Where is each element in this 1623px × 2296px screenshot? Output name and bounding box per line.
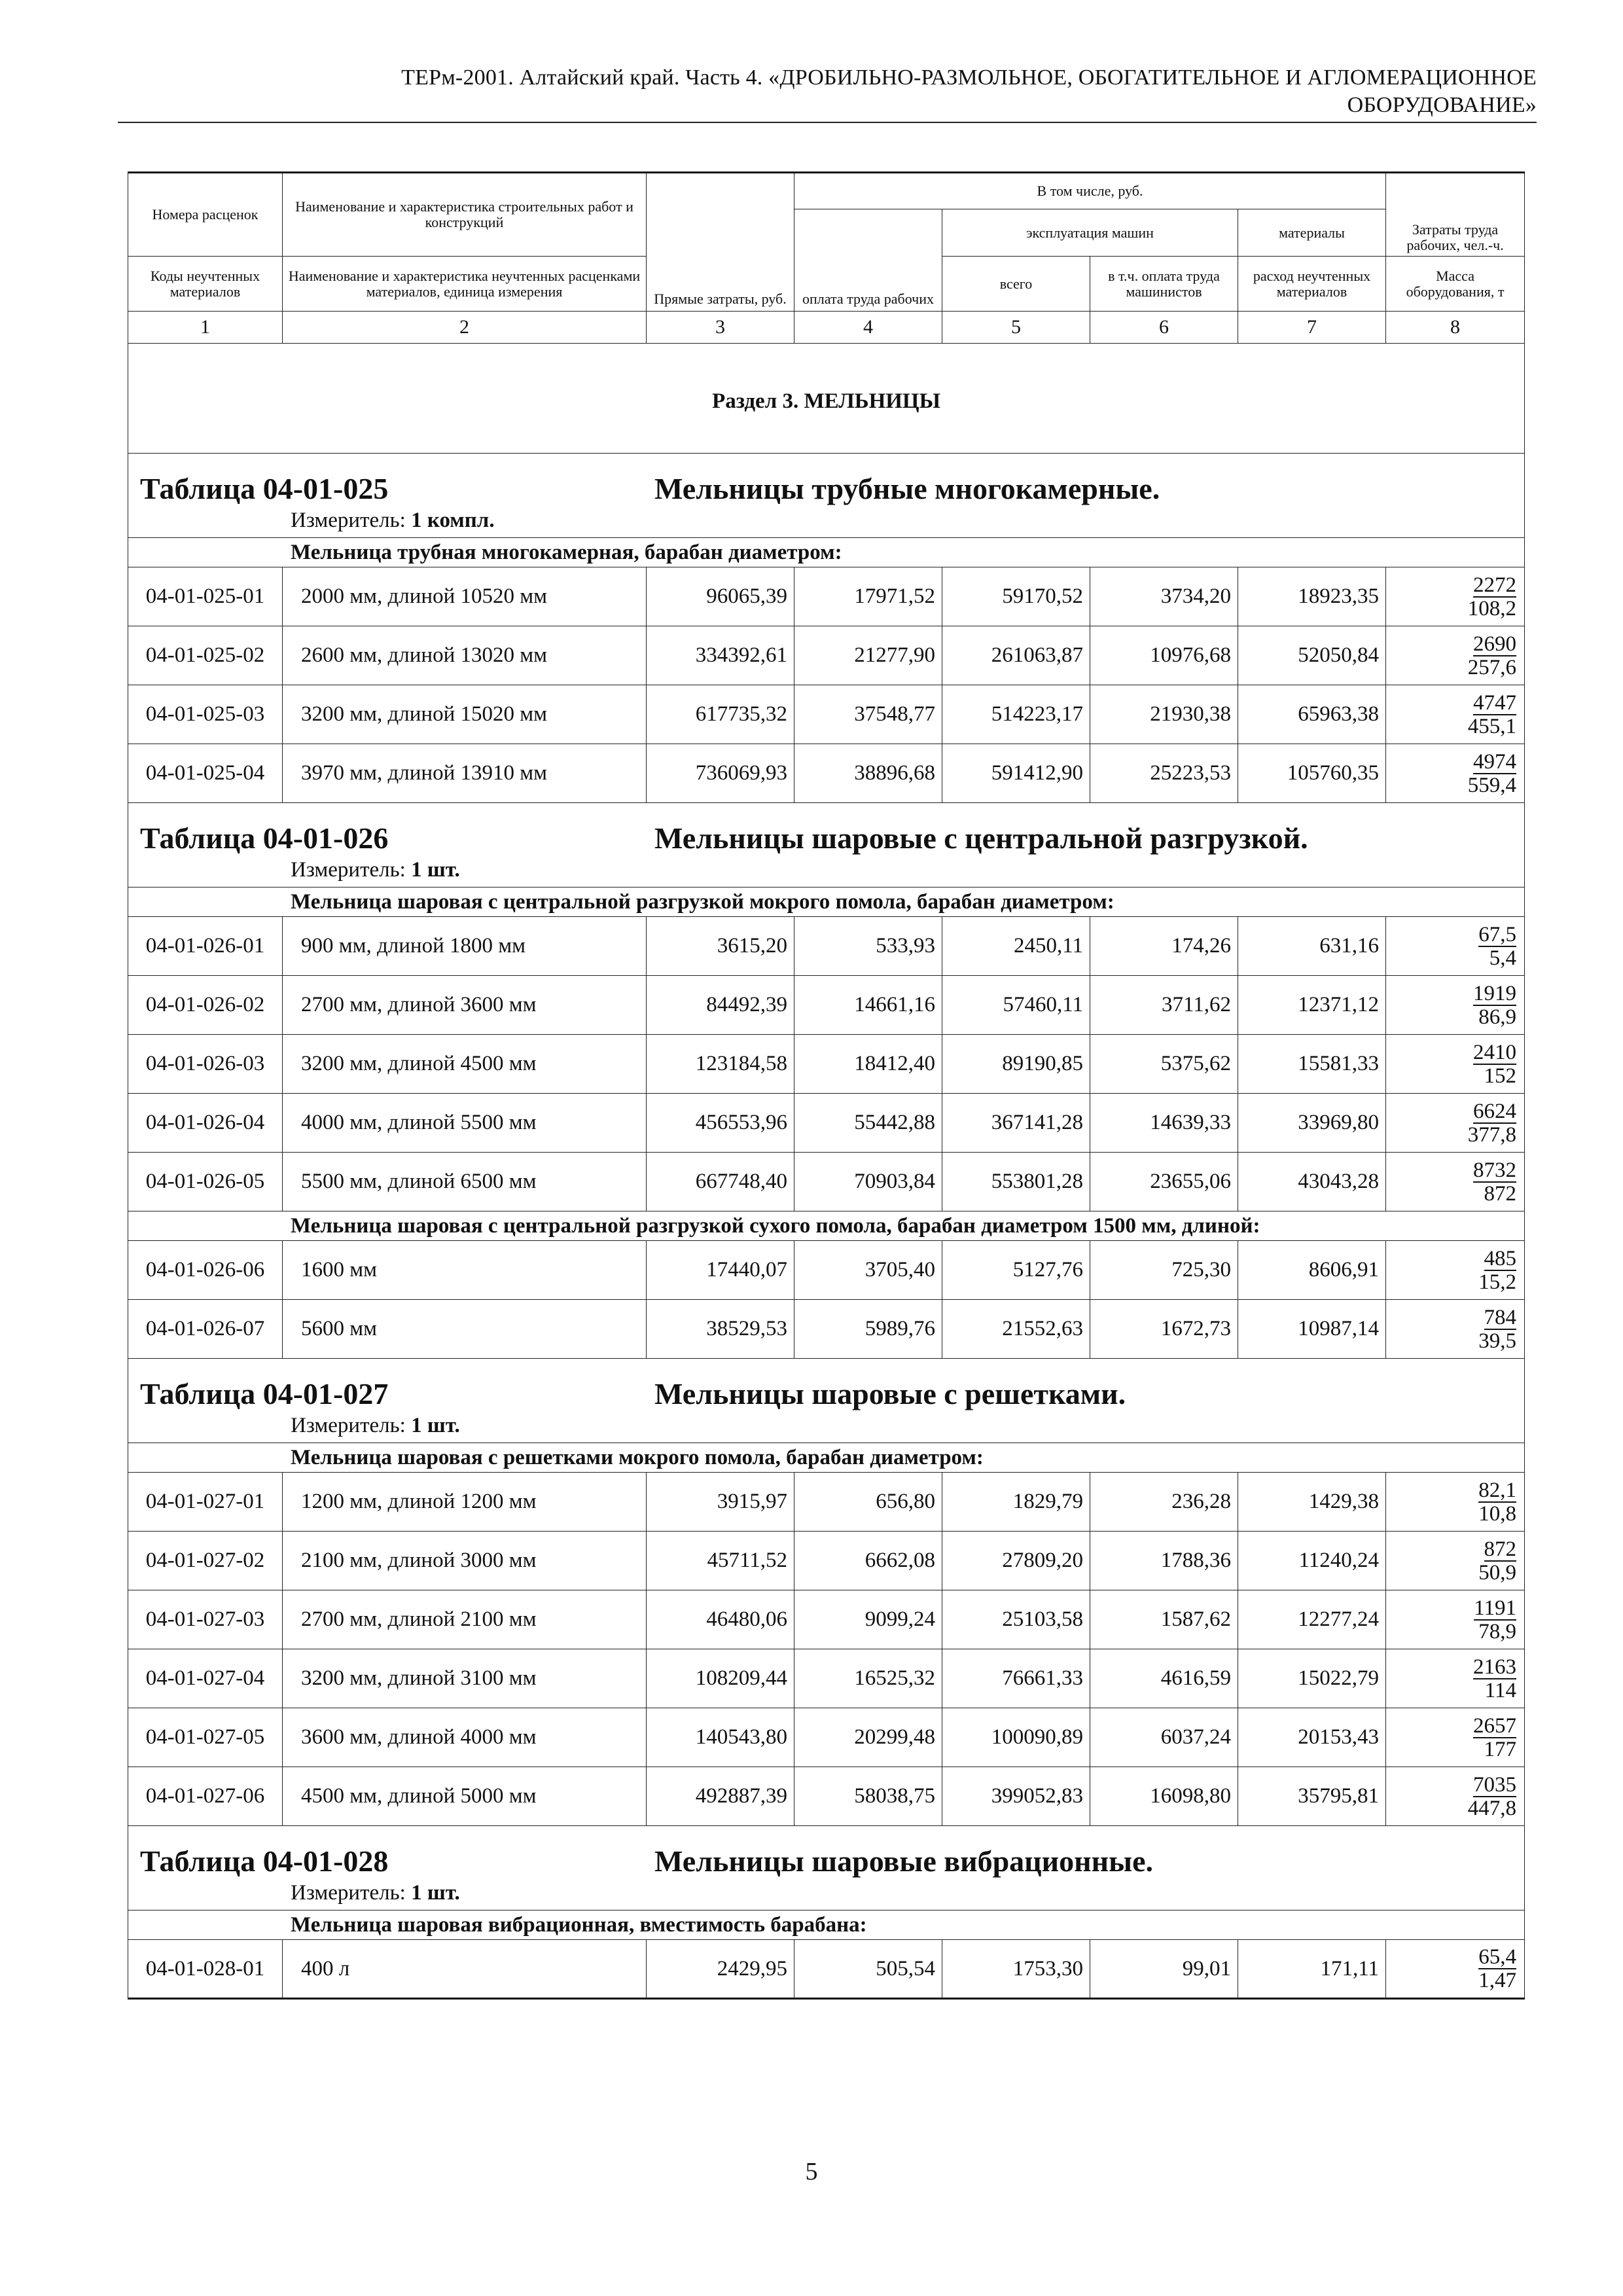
col-unaccounted-materials: расход неучтенных материалов — [1238, 257, 1386, 312]
worker-pay-value: 9099,24 — [794, 1590, 942, 1649]
col-equipment-mass: Масса оборудования, т — [1386, 257, 1525, 312]
labor-mass-fraction — [1386, 1532, 1525, 1590]
worker-pay-value: 70903,84 — [794, 1153, 942, 1211]
rate-name: 3200 мм, длиной 4500 мм — [283, 1035, 647, 1094]
table-title-row — [128, 803, 1525, 857]
labor-mass-fraction — [1386, 1241, 1525, 1300]
equipment-mass-value: 50,9 — [1478, 1560, 1517, 1585]
table-title: Мельницы шаровые с решетками. — [654, 1377, 1126, 1410]
worker-pay-value: 55442,88 — [794, 1094, 942, 1153]
rate-code: 04-01-025-01 — [128, 567, 283, 626]
labor-costs-value: 7035 — [1473, 1772, 1517, 1797]
column-number-row — [128, 312, 1525, 344]
direct-costs-value: 3615,20 — [647, 917, 794, 976]
machine-operation-value: 367141,28 — [942, 1094, 1090, 1153]
table-title: Мельницы шаровые с центральной разгрузкой. — [654, 821, 1308, 855]
measure-cell — [128, 1412, 1525, 1443]
column-number: 1 — [128, 312, 283, 344]
rate-name: 3200 мм, длиной 3100 мм — [283, 1649, 647, 1708]
rate-name: 3600 мм, длиной 4000 мм — [283, 1708, 647, 1767]
rate-name: 900 мм, длиной 1800 мм — [283, 917, 647, 976]
rate-name: 2600 мм, длиной 13020 мм — [283, 626, 647, 685]
worker-pay-value: 58038,75 — [794, 1767, 942, 1826]
col-incl-operator-pay: в т.ч. оплата труда машинистов — [1090, 257, 1238, 312]
operator-pay-value: 1587,62 — [1090, 1590, 1238, 1649]
table-title: Мельницы трубные многокамерные. — [654, 472, 1160, 505]
rate-name: 2700 мм, длиной 3600 мм — [283, 976, 647, 1035]
materials-value: 12371,12 — [1238, 976, 1386, 1035]
rate-code: 04-01-026-06 — [128, 1241, 283, 1300]
worker-pay-value: 16525,32 — [794, 1649, 942, 1708]
labor-costs-value: 2690 — [1473, 632, 1517, 656]
materials-value: 11240,24 — [1238, 1532, 1386, 1590]
table-row — [128, 685, 1525, 744]
labor-mass-fraction — [1386, 1473, 1525, 1532]
direct-costs-value: 667748,40 — [647, 1153, 794, 1211]
table-title: Мельницы шаровые вибрационные. — [654, 1844, 1154, 1878]
table-title-cell — [128, 1826, 1525, 1880]
rate-name: 3970 мм, длиной 13910 мм — [283, 744, 647, 803]
table-number: Таблица 04-01-027 — [140, 1377, 389, 1410]
materials-value: 18923,35 — [1238, 567, 1386, 626]
group-row — [128, 1910, 1525, 1940]
machine-operation-value: 76661,33 — [942, 1649, 1090, 1708]
labor-mass-fraction — [1386, 1590, 1525, 1649]
header-divider — [118, 122, 1537, 123]
machine-operation-value: 59170,52 — [942, 567, 1090, 626]
worker-pay-value: 656,80 — [794, 1473, 942, 1532]
machine-operation-value: 2450,11 — [942, 917, 1090, 976]
labor-costs-value: 2163 — [1473, 1655, 1517, 1679]
rate-code: 04-01-027-01 — [128, 1473, 283, 1532]
labor-mass-fraction — [1386, 744, 1525, 803]
direct-costs-value: 108209,44 — [647, 1649, 794, 1708]
table-row — [128, 1649, 1525, 1708]
rate-code: 04-01-028-01 — [128, 1940, 283, 1999]
materials-value: 8606,91 — [1238, 1241, 1386, 1300]
machine-operation-value: 1753,30 — [942, 1940, 1090, 1999]
column-number: 4 — [794, 312, 942, 344]
equipment-mass-value: 177 — [1484, 1737, 1517, 1761]
rate-code: 04-01-027-02 — [128, 1532, 283, 1590]
worker-pay-value: 3705,40 — [794, 1241, 942, 1300]
rate-code: 04-01-026-03 — [128, 1035, 283, 1094]
col-rate-numbers: Номера расценок — [128, 173, 283, 257]
operator-pay-value: 3734,20 — [1090, 567, 1238, 626]
direct-costs-value: 38529,53 — [647, 1300, 794, 1359]
table-row — [128, 1035, 1525, 1094]
rate-code: 04-01-025-02 — [128, 626, 283, 685]
group-label: Мельница трубная многокамерная, барабан диаметром: — [128, 538, 1525, 567]
labor-mass-fraction — [1386, 1035, 1525, 1094]
col-worker-pay: оплата труда рабочих — [794, 209, 942, 312]
col-direct-costs: Прямые затраты, руб. — [647, 173, 794, 312]
labor-costs-value: 1919 — [1473, 981, 1517, 1005]
group-label: Мельница шаровая с центральной разгрузкой мокрого помола, барабан диаметром: — [128, 888, 1525, 917]
measure-label: Измеритель: — [291, 858, 406, 882]
rate-name: 1200 мм, длиной 1200 мм — [283, 1473, 647, 1532]
materials-value: 171,11 — [1238, 1940, 1386, 1999]
table-title-row — [128, 1826, 1525, 1880]
operator-pay-value: 174,26 — [1090, 917, 1238, 976]
operator-pay-value: 3711,62 — [1090, 976, 1238, 1035]
operator-pay-value: 99,01 — [1090, 1940, 1238, 1999]
worker-pay-value: 17971,52 — [794, 567, 942, 626]
header-row-1 — [128, 173, 1525, 209]
worker-pay-value: 5989,76 — [794, 1300, 942, 1359]
worker-pay-value: 505,54 — [794, 1940, 942, 1999]
operator-pay-value: 1788,36 — [1090, 1532, 1238, 1590]
labor-mass-fraction — [1386, 685, 1525, 744]
operator-pay-value: 5375,62 — [1090, 1035, 1238, 1094]
labor-costs-value: 67,5 — [1478, 922, 1517, 946]
labor-costs-value: 1191 — [1474, 1596, 1517, 1620]
labor-costs-value: 2410 — [1473, 1040, 1517, 1064]
labor-costs-value: 6624 — [1473, 1099, 1517, 1123]
labor-costs-value: 872 — [1484, 1537, 1517, 1561]
direct-costs-value: 123184,58 — [647, 1035, 794, 1094]
equipment-mass-value: 108,2 — [1467, 596, 1517, 620]
worker-pay-value: 20299,48 — [794, 1708, 942, 1767]
equipment-mass-value: 15,2 — [1478, 1270, 1517, 1294]
measure-value: 1 шт. — [411, 1414, 460, 1437]
group-row — [128, 538, 1525, 567]
worker-pay-value: 37548,77 — [794, 685, 942, 744]
direct-costs-value: 736069,93 — [647, 744, 794, 803]
header-line-2: ОБОРУДОВАНИЕ» — [1347, 93, 1537, 117]
rate-code: 04-01-025-04 — [128, 744, 283, 803]
materials-value: 15022,79 — [1238, 1649, 1386, 1708]
direct-costs-value: 617735,32 — [647, 685, 794, 744]
materials-value: 52050,84 — [1238, 626, 1386, 685]
rate-name: 4000 мм, длиной 5500 мм — [283, 1094, 647, 1153]
group-label: Мельница шаровая с решетками мокрого помола, барабан диаметром: — [128, 1443, 1525, 1473]
table-title-cell — [128, 454, 1525, 508]
operator-pay-value: 25223,53 — [1090, 744, 1238, 803]
group-row — [128, 1443, 1525, 1473]
labor-costs-value: 4974 — [1473, 749, 1517, 774]
labor-mass-fraction — [1386, 1649, 1525, 1708]
table-row — [128, 1300, 1525, 1359]
table-row — [128, 917, 1525, 976]
column-number: 6 — [1090, 312, 1238, 344]
rate-code: 04-01-026-02 — [128, 976, 283, 1035]
section-row — [128, 344, 1525, 454]
col-material-codes: Коды неучтенных материалов — [128, 257, 283, 312]
materials-value: 15581,33 — [1238, 1035, 1386, 1094]
equipment-mass-value: 39,5 — [1478, 1329, 1517, 1353]
direct-costs-value: 17440,07 — [647, 1241, 794, 1300]
labor-mass-fraction — [1386, 1767, 1525, 1826]
labor-mass-fraction — [1386, 567, 1525, 626]
operator-pay-value: 725,30 — [1090, 1241, 1238, 1300]
measure-cell — [128, 857, 1525, 888]
table-heading — [140, 820, 1508, 857]
equipment-mass-value: 10,8 — [1478, 1501, 1517, 1526]
table-number: Таблица 04-01-028 — [140, 1844, 389, 1878]
materials-value: 43043,28 — [1238, 1153, 1386, 1211]
measure-value: 1 шт. — [411, 1881, 460, 1905]
labor-mass-fraction — [1386, 1940, 1525, 1999]
machine-operation-value: 57460,11 — [942, 976, 1090, 1035]
measure-label: Измеритель: — [291, 509, 406, 532]
equipment-mass-value: 1,47 — [1478, 1969, 1517, 1992]
direct-costs-value: 46480,06 — [647, 1590, 794, 1649]
rate-code: 04-01-026-07 — [128, 1300, 283, 1359]
col-total: всего — [942, 257, 1090, 312]
table-row — [128, 1241, 1525, 1300]
rate-name: 2000 мм, длиной 10520 мм — [283, 567, 647, 626]
rate-name: 5500 мм, длиной 6500 мм — [283, 1153, 647, 1211]
materials-value: 1429,38 — [1238, 1473, 1386, 1532]
rate-name: 4500 мм, длиной 5000 мм — [283, 1767, 647, 1826]
column-number: 7 — [1238, 312, 1386, 344]
operator-pay-value: 4616,59 — [1090, 1649, 1238, 1708]
col-machine-operation: эксплуатация машин — [942, 209, 1238, 257]
labor-costs-value: 2657 — [1473, 1713, 1517, 1738]
machine-operation-value: 25103,58 — [942, 1590, 1090, 1649]
materials-value: 10987,14 — [1238, 1300, 1386, 1359]
rate-code: 04-01-027-03 — [128, 1590, 283, 1649]
section-title: Раздел 3. МЕЛЬНИЦЫ — [128, 344, 1525, 454]
table-title-cell — [128, 803, 1525, 857]
direct-costs-value: 3915,97 — [647, 1473, 794, 1532]
machine-operation-value: 5127,76 — [942, 1241, 1090, 1300]
materials-value: 20153,43 — [1238, 1708, 1386, 1767]
measure-row — [128, 857, 1525, 888]
labor-costs-value: 4747 — [1473, 691, 1517, 715]
rate-code: 04-01-026-04 — [128, 1094, 283, 1153]
measure-label: Измеритель: — [291, 1414, 406, 1437]
table-row — [128, 1940, 1525, 1999]
rate-code: 04-01-026-05 — [128, 1153, 283, 1211]
rates-table — [128, 171, 1525, 2000]
table-row — [128, 744, 1525, 803]
worker-pay-value: 6662,08 — [794, 1532, 942, 1590]
labor-mass-fraction — [1386, 1153, 1525, 1211]
equipment-mass-value: 5,4 — [1489, 946, 1517, 970]
document-header — [118, 64, 1537, 119]
measure-row — [128, 1412, 1525, 1443]
worker-pay-value: 21277,90 — [794, 626, 942, 685]
machine-operation-value: 21552,63 — [942, 1300, 1090, 1359]
machine-operation-value: 100090,89 — [942, 1708, 1090, 1767]
worker-pay-value: 38896,68 — [794, 744, 942, 803]
machine-operation-value: 514223,17 — [942, 685, 1090, 744]
direct-costs-value: 456553,96 — [647, 1094, 794, 1153]
table-row — [128, 1708, 1525, 1767]
materials-value: 35795,81 — [1238, 1767, 1386, 1826]
table-heading — [140, 1376, 1508, 1412]
table-row — [128, 1153, 1525, 1211]
col-in-total: В том числе, руб. — [794, 173, 1386, 209]
materials-value: 631,16 — [1238, 917, 1386, 976]
rate-code: 04-01-025-03 — [128, 685, 283, 744]
col-work-name: Наименование и характеристика строительных работ и конструкций — [283, 173, 647, 257]
machine-operation-value: 1829,79 — [942, 1473, 1090, 1532]
operator-pay-value: 16098,80 — [1090, 1767, 1238, 1826]
labor-costs-value: 65,4 — [1478, 1945, 1517, 1969]
measure-label: Измеритель: — [291, 1881, 406, 1905]
equipment-mass-value: 447,8 — [1467, 1796, 1517, 1820]
measure-cell — [128, 507, 1525, 538]
measure-value: 1 компл. — [411, 509, 495, 532]
rate-name: 2700 мм, длиной 2100 мм — [283, 1590, 647, 1649]
worker-pay-value: 18412,40 — [794, 1035, 942, 1094]
operator-pay-value: 1672,73 — [1090, 1300, 1238, 1359]
labor-costs-value: 784 — [1484, 1305, 1517, 1329]
column-number: 8 — [1386, 312, 1525, 344]
table-title-cell — [128, 1359, 1525, 1413]
table-heading — [140, 471, 1508, 507]
measure-row — [128, 507, 1525, 538]
table-number: Таблица 04-01-025 — [140, 472, 389, 505]
equipment-mass-value: 78,9 — [1478, 1619, 1517, 1643]
equipment-mass-value: 257,6 — [1467, 655, 1517, 679]
measure-row — [128, 1880, 1525, 1910]
equipment-mass-value: 872 — [1484, 1181, 1517, 1206]
labor-mass-fraction — [1386, 1708, 1525, 1767]
labor-costs-value: 485 — [1484, 1246, 1517, 1270]
worker-pay-value: 533,93 — [794, 917, 942, 976]
table-body — [128, 173, 1525, 1999]
direct-costs-value: 492887,39 — [647, 1767, 794, 1826]
machine-operation-value: 399052,83 — [942, 1767, 1090, 1826]
group-label: Мельница шаровая с центральной разгрузкой сухого помола, барабан диаметром 1500 мм, длиной: — [128, 1211, 1525, 1241]
rate-code: 04-01-026-01 — [128, 917, 283, 976]
labor-costs-value: 82,1 — [1478, 1478, 1517, 1502]
rate-name: 400 л — [283, 1940, 647, 1999]
equipment-mass-value: 152 — [1484, 1064, 1517, 1088]
machine-operation-value: 89190,85 — [942, 1035, 1090, 1094]
labor-mass-fraction — [1386, 1300, 1525, 1359]
direct-costs-value: 84492,39 — [647, 976, 794, 1035]
operator-pay-value: 23655,06 — [1090, 1153, 1238, 1211]
column-number: 5 — [942, 312, 1090, 344]
direct-costs-value: 140543,80 — [647, 1708, 794, 1767]
measure-cell — [128, 1880, 1525, 1910]
table-row — [128, 567, 1525, 626]
rate-name: 1600 мм — [283, 1241, 647, 1300]
table-row — [128, 1473, 1525, 1532]
direct-costs-value: 45711,52 — [647, 1532, 794, 1590]
machine-operation-value: 27809,20 — [942, 1532, 1090, 1590]
measure-value: 1 шт. — [411, 858, 460, 882]
direct-costs-value: 2429,95 — [647, 1940, 794, 1999]
table-row — [128, 1767, 1525, 1826]
labor-costs-value: 8732 — [1473, 1158, 1517, 1182]
operator-pay-value: 236,28 — [1090, 1473, 1238, 1532]
group-label: Мельница шаровая вибрационная, вместимость барабана: — [128, 1910, 1525, 1940]
group-row — [128, 888, 1525, 917]
group-row — [128, 1211, 1525, 1241]
table-row — [128, 626, 1525, 685]
column-number: 2 — [283, 312, 647, 344]
materials-value: 105760,35 — [1238, 744, 1386, 803]
equipment-mass-value: 377,8 — [1467, 1122, 1517, 1147]
rate-code: 04-01-027-05 — [128, 1708, 283, 1767]
rate-code: 04-01-027-06 — [128, 1767, 283, 1826]
table-row — [128, 976, 1525, 1035]
operator-pay-value: 21930,38 — [1090, 685, 1238, 744]
rate-name: 3200 мм, длиной 15020 мм — [283, 685, 647, 744]
direct-costs-value: 96065,39 — [647, 567, 794, 626]
rate-name: 2100 мм, длиной 3000 мм — [283, 1532, 647, 1590]
direct-costs-value: 334392,61 — [647, 626, 794, 685]
machine-operation-value: 553801,28 — [942, 1153, 1090, 1211]
equipment-mass-value: 455,1 — [1467, 714, 1517, 738]
labor-costs-value: 2272 — [1473, 573, 1517, 597]
materials-value: 33969,80 — [1238, 1094, 1386, 1153]
labor-mass-fraction — [1386, 976, 1525, 1035]
column-number: 3 — [647, 312, 794, 344]
table-title-row — [128, 454, 1525, 508]
labor-mass-fraction — [1386, 1094, 1525, 1153]
rate-code: 04-01-027-04 — [128, 1649, 283, 1708]
worker-pay-value: 14661,16 — [794, 976, 942, 1035]
equipment-mass-value: 86,9 — [1478, 1005, 1517, 1029]
labor-mass-fraction — [1386, 917, 1525, 976]
materials-value: 65963,38 — [1238, 685, 1386, 744]
labor-mass-fraction — [1386, 626, 1525, 685]
table-row — [128, 1590, 1525, 1649]
table-title-row — [128, 1359, 1525, 1413]
equipment-mass-value: 114 — [1484, 1678, 1517, 1702]
page-number: 5 — [805, 2158, 818, 2185]
table-row — [128, 1532, 1525, 1590]
operator-pay-value: 6037,24 — [1090, 1708, 1238, 1767]
table-heading — [140, 1843, 1508, 1880]
header-line-1: ТЕРм-2001. Алтайский край. Часть 4. «ДРОБИЛЬНО-РАЗМОЛЬНОЕ, ОБОГАТИТЕЛЬНОЕ И АГЛОМЕРАЦИОННОЕ — [401, 65, 1537, 90]
operator-pay-value: 14639,33 — [1090, 1094, 1238, 1153]
col-labor-costs: Затраты труда рабочих, чел.-ч. — [1386, 173, 1525, 257]
table-number: Таблица 04-01-026 — [140, 821, 389, 855]
operator-pay-value: 10976,68 — [1090, 626, 1238, 685]
col-material-name: Наименование и характеристика неучтенных расценками материалов, единица измерения — [283, 257, 647, 312]
machine-operation-value: 591412,90 — [942, 744, 1090, 803]
equipment-mass-value: 559,4 — [1467, 773, 1517, 797]
col-materials: материалы — [1238, 209, 1386, 257]
table-row — [128, 1094, 1525, 1153]
materials-value: 12277,24 — [1238, 1590, 1386, 1649]
rate-name: 5600 мм — [283, 1300, 647, 1359]
machine-operation-value: 261063,87 — [942, 626, 1090, 685]
